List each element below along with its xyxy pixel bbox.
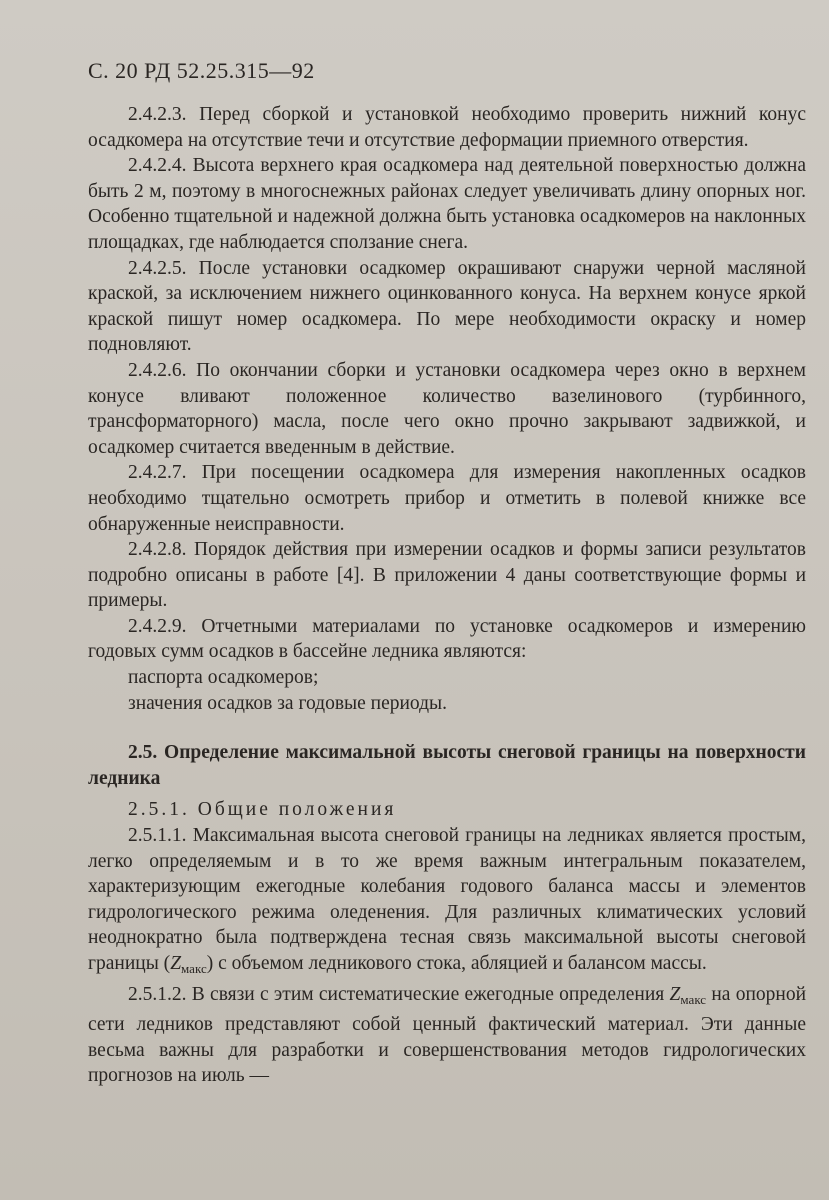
paragraph-2-4-2-9: 2.4.2.9. Отчетными материалами по установке осадкомеров и измерению годовых сумм осадков в бассейне ледника являются:: [88, 615, 806, 663]
paragraph-2-4-2-6: 2.4.2.6. По окончании сборки и установки осадкомера через окно в верхнем конусе вливают положенное количество вазелинового (турбинного, трансформаторного) масла, после чего окно прочно закрывают задвижкой, и осадкомер считается введенным в действие.: [88, 359, 806, 458]
paragraph-2-5-1-1-part-a: 2.5.1.1. Максимальная высота снеговой границы на ледниках является простым, легко определяемым и в то же время важным интегральным показателем, характеризующим ежегодные колебания годового баланса массы и элементов гидрологического режима оледенения. Для различных климатических условий неоднократно была подтверждена тесная связь максимальной высоты снеговой границы (: [88, 825, 806, 974]
paragraph-2-4-2-7: 2.4.2.7. При посещении осадкомера для измерения накопленных осадков необходимо тщательно осмотреть прибор и отметить в полевой книжке все обнаруженные неисправности.: [88, 462, 806, 535]
page-header: С. 20 РД 52.25.315—92: [88, 58, 315, 83]
paragraph-2-4-2-8: 2.4.2.8. Порядок действия при измерении осадков и формы записи результатов подробно описаны в работе [4]. В приложении 4 даны соответствующие формы и примеры.: [88, 539, 806, 612]
z-symbol: Z: [170, 953, 182, 974]
z-subscript: макс: [181, 961, 207, 976]
z-subscript-2: макс: [680, 991, 707, 1007]
paragraph-2-5-1-1: [88, 823, 806, 982]
spacer: [88, 716, 806, 740]
subsection-title: 2.5.1. Общие положения: [128, 799, 397, 821]
subsection-heading-2-5-1: [88, 797, 806, 823]
z-symbol-2: Z: [669, 983, 681, 1005]
paragraph-2-5-1-1-part-b: ) с объемом ледникового стока, абляцией и балансом массы.: [206, 953, 707, 974]
list-item-precipitation-values: значения осадков за годовые периоды.: [128, 692, 448, 714]
section-heading-2-5: 2.5. Определение максимальной высоты снеговой границы на поверхности ледника: [88, 742, 806, 789]
document-body: [88, 102, 806, 1089]
paragraph-2-4-2-3: 2.4.2.3. Перед сборкой и установкой необходимо проверить нижний конус осадкомера на отсутствие течи и отсутствие деформации приемного отверстия.: [88, 104, 806, 151]
paragraph-2-5-1-2: [88, 982, 806, 1089]
paragraph-2-4-2-5: 2.4.2.5. После установки осадкомер окрашивают снаружи черной масляной краской, за исключением нижнего оцинкованного конуса. На верхнем конусе яркой краской пишут номер осадкомера. По мере необходимости окраску и номер подновляют.: [88, 257, 806, 356]
paragraph-2-4-2-4: 2.4.2.4. Высота верхнего края осадкомера над деятельной поверхностью должна быть 2 м, поэтому в многоснежных районах следует увеличивать длину опорных ног. Особенно тщательной и надежной должна быть установка осадкомеров на наклонных площадках, где наблюдается сползание снега.: [88, 155, 806, 253]
paragraph-2-5-1-2-part-a: 2.5.1.2. В связи с этим систематические ежегодные определения: [128, 983, 670, 1005]
list-item-passports: паспорта осадкомеров;: [128, 667, 319, 689]
paragraph-2-5-1-2-part-b: на опорной сети ледников представляют собой ценный фактический материал. Эти данные весьма важны для разработки и совершенствования методов гидрологических прогнозов на июль —: [88, 983, 807, 1087]
